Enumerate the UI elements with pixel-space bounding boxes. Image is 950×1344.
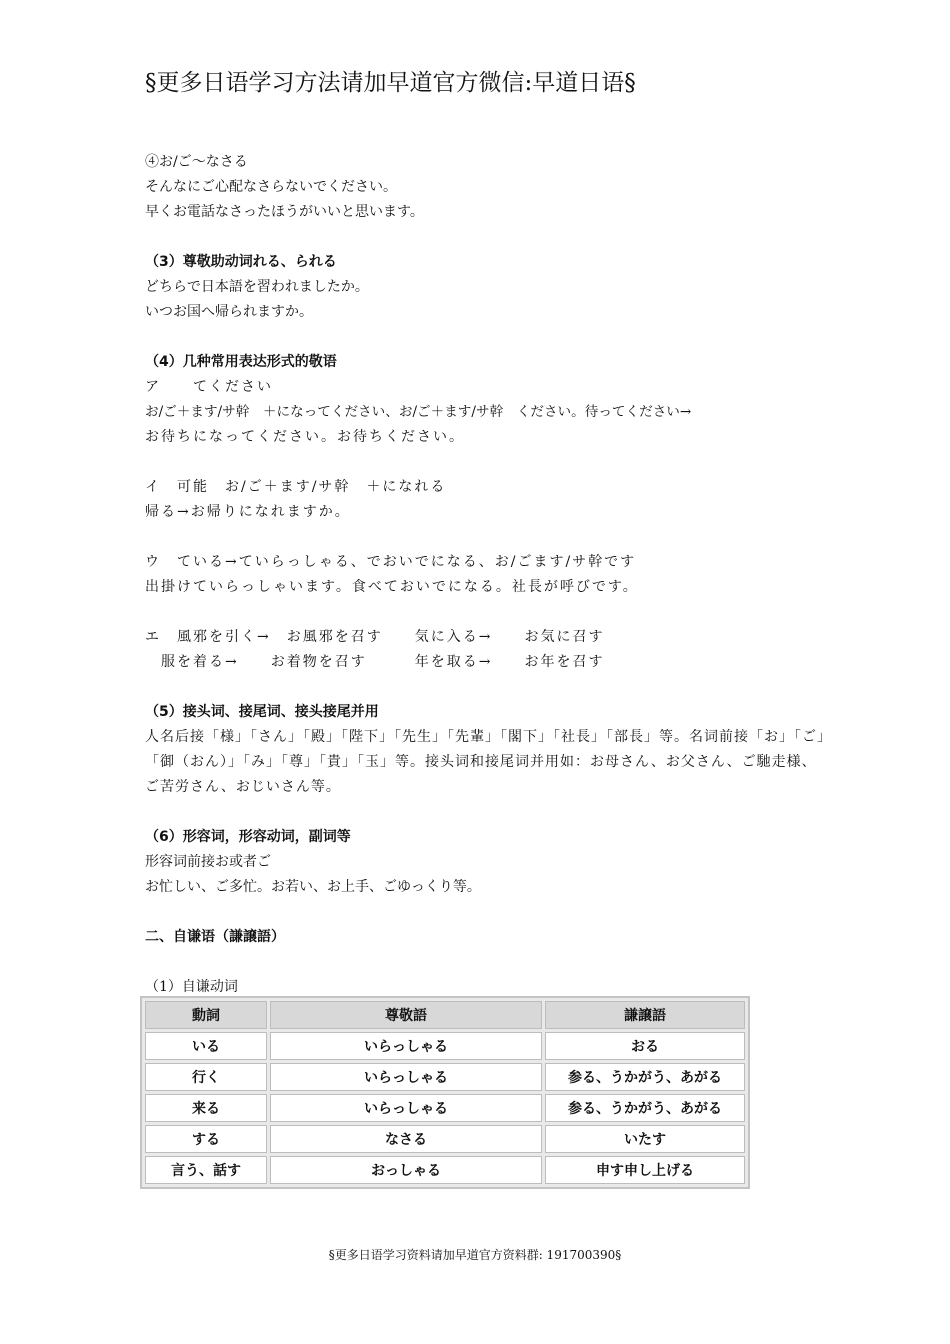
table-row [145, 1094, 745, 1122]
text-line: ④お/ご～なさる [145, 154, 248, 170]
text-line: 形容词前接お或者ご [145, 854, 271, 870]
text-line: イ 可能 お/ご＋ます/サ幹 ＋になれる [145, 479, 447, 495]
page-footer: §更多日语学习资料请加早道官方资料群: 191700390§ [328, 1248, 622, 1262]
table-row [145, 1125, 745, 1153]
text-line: 早くお電話なさったほうがいいと思います。 [145, 204, 424, 220]
table-cell: おる [545, 1032, 745, 1060]
table-header-cell: 動詞 [145, 1001, 267, 1029]
text-line: ア てください [145, 379, 273, 395]
table-cell: いらっしゃる [270, 1094, 542, 1122]
text-line: お待ちになってください。お待ちください。 [145, 429, 465, 445]
text-line: いつお国へ帰られますか。 [145, 304, 313, 320]
table-cell: 申す申し上げる [545, 1156, 745, 1184]
table-header-cell: 尊敬語 [270, 1001, 542, 1029]
section-heading: （6）形容词，形容动词，副词等 [145, 829, 351, 845]
table-cell: 参る、うかがう、あがる [545, 1063, 745, 1091]
paragraph: 人名后接「様」「さん」「殿」「陛下」「先生」「先輩」「閣下」「社長」「部長」等。名词前接「お」「ご」「御（おん）」「み」「尊」「貴」「玉」等。接头词和接尾词并用如：お母さん、お父さん、ご馳走様、ご苦労さん、おじいさん等。 [145, 729, 825, 795]
table-cell: 行く [145, 1063, 267, 1091]
text-line: どちらで日本語を習われましたか。 [145, 279, 369, 295]
table-cell: する [145, 1125, 267, 1153]
table-cell: いる [145, 1032, 267, 1060]
section-heading: （3）尊敬助动词れる、られる [145, 254, 337, 270]
keigo-table [140, 996, 750, 1189]
text-line: 服を着る→ お着物を召す 年を取る→ お年を召す [145, 654, 605, 670]
text-line: お/ご＋ます/サ幹 ＋になってください、お/ご＋ます/サ幹 ください。待ってください→ [145, 404, 692, 420]
table-cell: 言う、話す [145, 1156, 267, 1184]
text-line: エ 風邪を引く→ お風邪を召す 気に入る→ お気に召す [145, 629, 605, 645]
text-line: お忙しい、ご多忙。お若い、お上手、ごゆっくり等。 [145, 879, 481, 895]
table-cell: 参る、うかがう、あがる [545, 1094, 745, 1122]
text-line: ウ ている→ていらっしゃる、でおいでになる、お/ごます/サ幹です [145, 554, 637, 570]
page-header: §更多日语学习方法请加早道官方微信:早道日语§ [145, 70, 636, 96]
table-row [145, 1063, 745, 1091]
table-cell: いらっしゃる [270, 1032, 542, 1060]
document-body [145, 150, 825, 1000]
text-line: 帰る→お帰りになれますか。 [145, 504, 351, 520]
table-cell: いらっしゃる [270, 1063, 542, 1091]
text-line: （1）自谦动词 [145, 979, 238, 995]
section-heading: （4）几种常用表达形式的敬语 [145, 354, 337, 370]
table-header-row [145, 1001, 745, 1029]
table-row [145, 1032, 745, 1060]
text-line: そんなにご心配なさらないでください。 [145, 179, 397, 195]
table-cell: なさる [270, 1125, 542, 1153]
table-cell: いたす [545, 1125, 745, 1153]
section-heading: 二、自谦语（謙譲語） [145, 929, 285, 945]
text-line: 出掛けていらっしゃいます。食べておいでになる。社長が呼びです。 [145, 579, 639, 595]
table-row [145, 1156, 745, 1184]
table-cell: 来る [145, 1094, 267, 1122]
section-heading: （5）接头词、接尾词、接头接尾并用 [145, 704, 379, 720]
table-cell: おっしゃる [270, 1156, 542, 1184]
table-header-cell: 謙譲語 [545, 1001, 745, 1029]
